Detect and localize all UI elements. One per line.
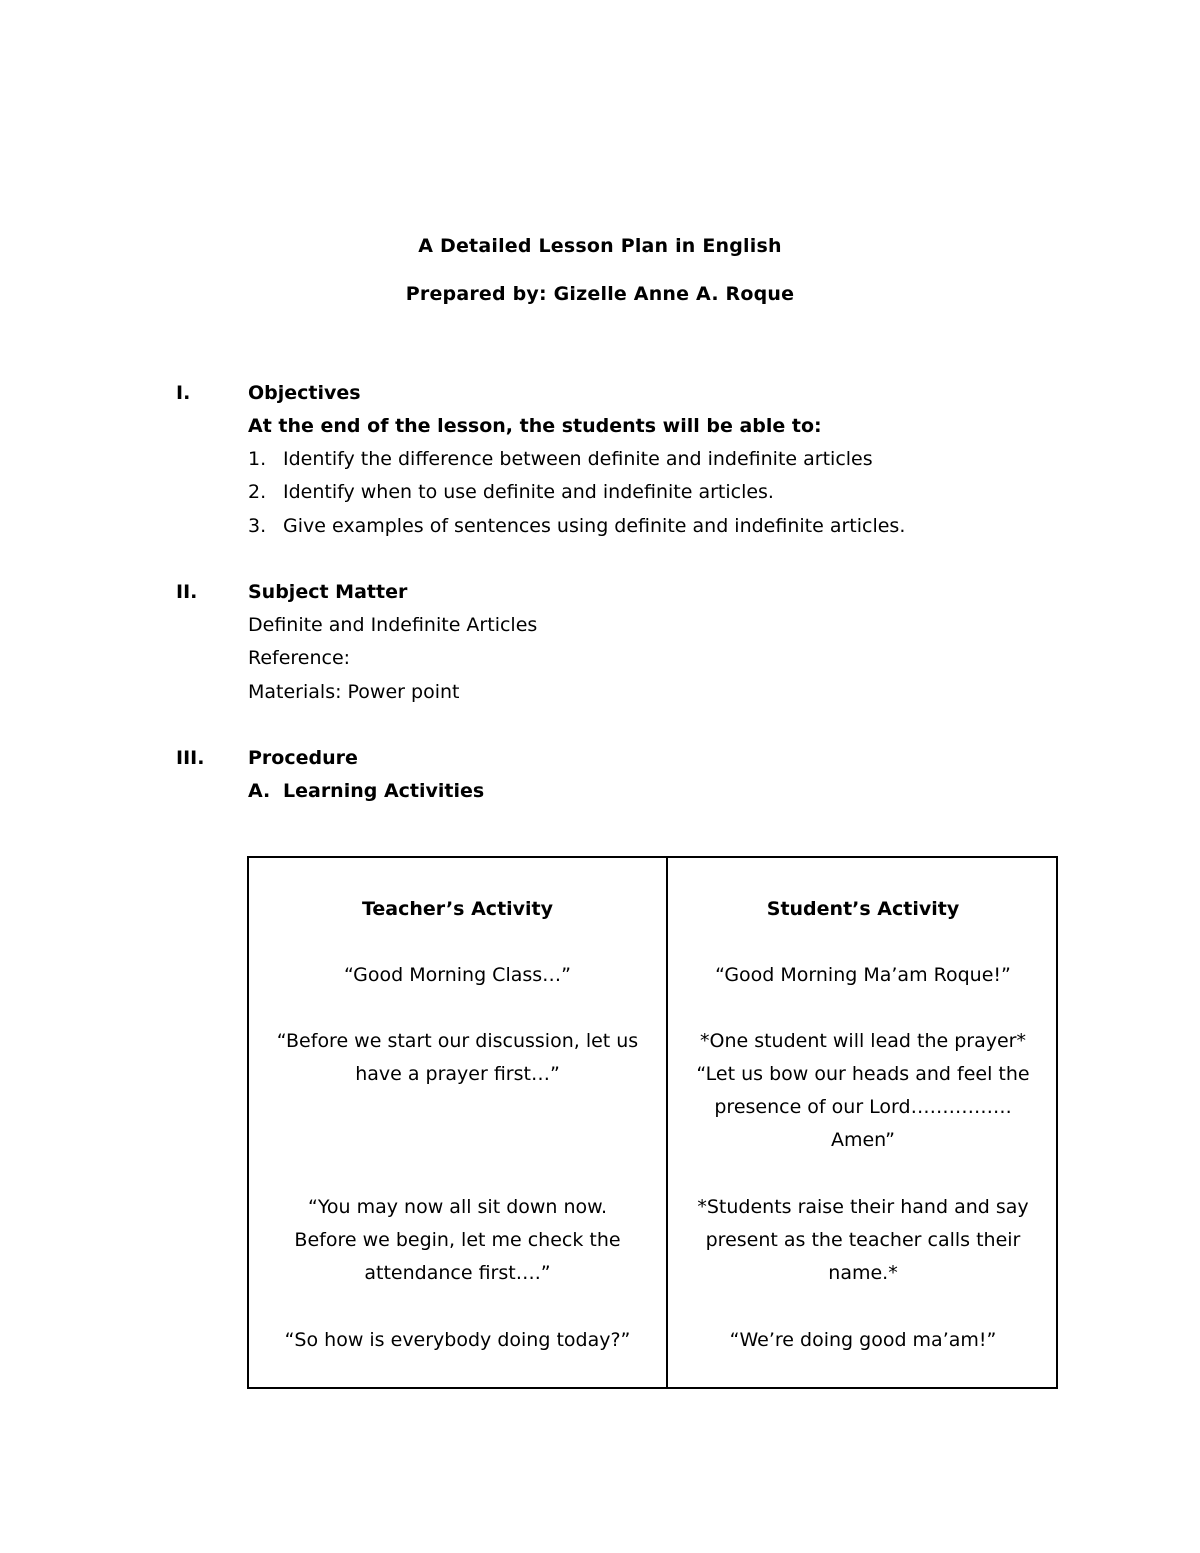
student-line: Amen” [830, 1129, 896, 1151]
objective-item: Give examples of sentences using definite and indefinite articles. [283, 515, 906, 537]
teacher-line: have a prayer first…” [355, 1063, 560, 1085]
student-line: “Let us bow our heads and feel the [696, 1063, 1030, 1085]
procedure-sub-letter: A. [248, 780, 271, 802]
student-line: “We’re doing good ma’am!” [729, 1329, 997, 1351]
objective-number: 2. [248, 481, 267, 503]
objective-item: Identify the difference between definite and indefinite articles [283, 448, 873, 470]
subject-materials: Materials: Power point [248, 681, 460, 703]
prepared-by: Prepared by: Gizelle Anne A. Roque [405, 283, 795, 305]
objective-item: Identify when to use definite and indefinite articles. [283, 481, 774, 503]
activities-table [247, 856, 1058, 1389]
student-activity-column [668, 858, 1058, 1387]
teacher-activity-column [249, 858, 666, 1387]
teacher-line: “Before we start our discussion, let us [276, 1030, 639, 1052]
student-line: present as the teacher calls their [705, 1229, 1021, 1251]
teacher-line: “Good Morning Class…” [343, 964, 572, 986]
student-line: “Good Morning Ma’am Roque!” [715, 964, 1011, 986]
student-line: presence of our Lord……………. [714, 1096, 1012, 1118]
objective-number: 1. [248, 448, 267, 470]
section-numeral-objectives: I. [176, 382, 191, 404]
teacher-line: Before we begin, let me check the [294, 1229, 621, 1251]
subject-topic: Definite and Indefinite Articles [248, 614, 538, 636]
procedure-sub-heading: Learning Activities [283, 780, 485, 802]
student-line: *Students raise their hand and say [697, 1196, 1029, 1218]
objectives-intro: At the end of the lesson, the students will be able to: [248, 415, 822, 437]
student-line: *One student will lead the prayer* [699, 1030, 1026, 1052]
teacher-activity-header: Teacher’s Activity [361, 898, 554, 920]
objective-number: 3. [248, 515, 267, 537]
student-activity-header: Student’s Activity [766, 898, 960, 920]
teacher-line: attendance first….” [364, 1262, 551, 1284]
student-line: name.* [828, 1262, 898, 1284]
objectives-heading: Objectives [248, 382, 361, 404]
teacher-line: “So how is everybody doing today?” [284, 1329, 631, 1351]
section-numeral-subject-matter: II. [176, 581, 198, 603]
teacher-line: “You may now all sit down now. [307, 1196, 608, 1218]
subject-matter-heading: Subject Matter [248, 581, 408, 603]
subject-reference: Reference: [248, 647, 351, 669]
procedure-heading: Procedure [248, 747, 358, 769]
document-title: A Detailed Lesson Plan in English [418, 235, 782, 257]
section-numeral-procedure: III. [176, 747, 205, 769]
